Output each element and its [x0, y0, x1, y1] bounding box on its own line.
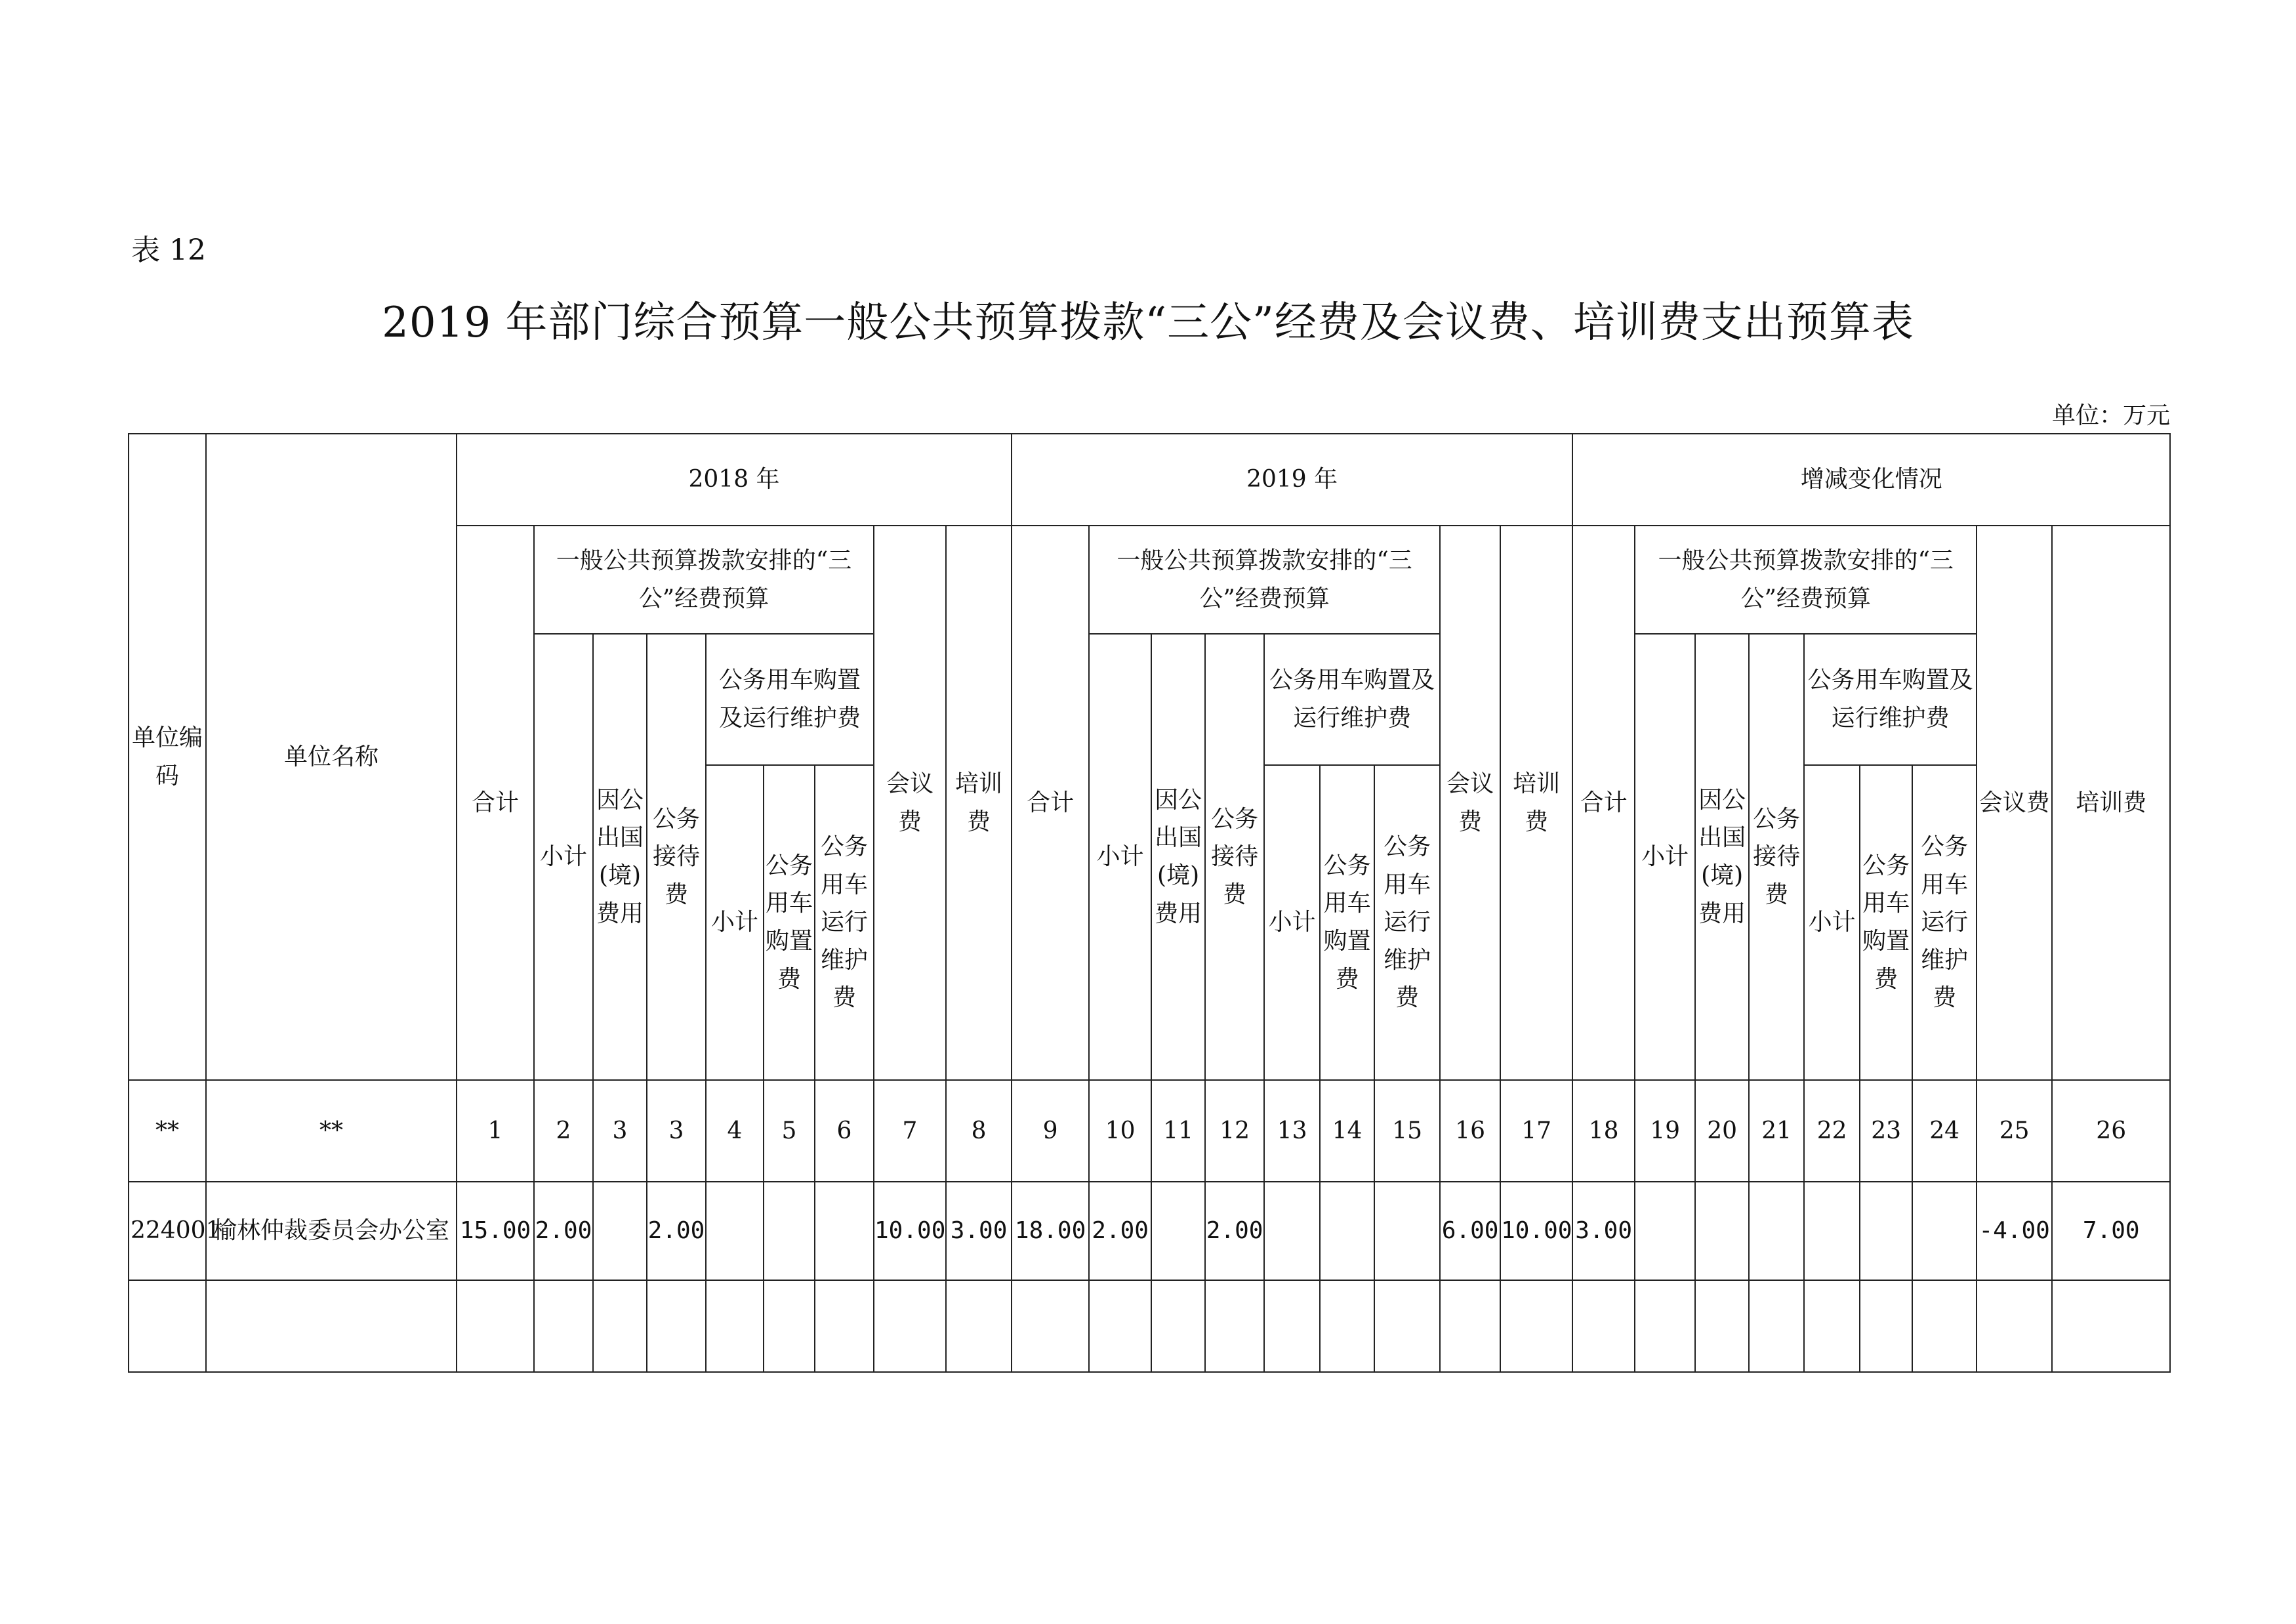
amount-cell — [1320, 1182, 1374, 1280]
unit-code-cell — [129, 1280, 206, 1372]
amount-cell: 10.00 — [1500, 1182, 1572, 1280]
column-index-row — [129, 1080, 2170, 1182]
column-index-cell: 11 — [1151, 1080, 1205, 1182]
column-index-cell: 18 — [1572, 1080, 1635, 1182]
column-index-cell: 3 — [647, 1080, 706, 1182]
amount-cell — [593, 1280, 647, 1372]
document-title: 2019 年部门综合预算一般公共预算拨款“三公”经费及会议费、培训费支出预算表 — [382, 299, 1914, 347]
column-index-cell: 23 — [1860, 1080, 1912, 1182]
amount-cell: 2.00 — [1205, 1182, 1264, 1280]
unit-name-cell: 榆林仲裁委员会办公室 — [206, 1182, 457, 1280]
amount-cell — [2052, 1280, 2170, 1372]
column-index-cell: ** — [206, 1080, 457, 1182]
table-row — [129, 1280, 2170, 1372]
header-2019: 2019 年 — [1012, 434, 1572, 526]
amount-cell — [1012, 1280, 1089, 1372]
header-2018-meeting: 会议费 — [874, 526, 946, 1080]
header-change-meeting: 会议费 — [1977, 526, 2052, 1080]
header-change-abroad: 因公出国(境)费用 — [1695, 634, 1749, 1080]
column-index-cell: 19 — [1635, 1080, 1695, 1182]
amount-cell — [706, 1182, 764, 1280]
amount-cell: 2.00 — [647, 1182, 706, 1280]
header-2018-total: 合计 — [457, 526, 534, 1080]
header-2019-reception: 公务接待费 — [1205, 634, 1264, 1080]
column-index-cell: 22 — [1804, 1080, 1860, 1182]
amount-cell — [764, 1182, 815, 1280]
column-index-cell: 17 — [1500, 1080, 1572, 1182]
amount-cell — [1374, 1182, 1440, 1280]
header-2018: 2018 年 — [457, 434, 1012, 526]
amount-cell: -4.00 — [1977, 1182, 2052, 1280]
column-index-cell: 12 — [1205, 1080, 1264, 1182]
header-row-years — [129, 434, 2170, 526]
column-index-cell: 2 — [534, 1080, 593, 1182]
header-change: 增减变化情况 — [1572, 434, 2170, 526]
header-2019-total: 合计 — [1012, 526, 1089, 1080]
header-change-total: 合计 — [1572, 526, 1635, 1080]
header-change-vehicle-operation: 公务用车运行维护费 — [1912, 765, 1977, 1080]
header-change-vehicle: 公务用车购置及运行维护费 — [1804, 634, 1977, 765]
amount-cell: 18.00 — [1012, 1182, 1089, 1280]
header-unit-name: 单位名称 — [206, 434, 457, 1080]
amount-cell — [946, 1280, 1012, 1372]
header-change-group: 一般公共预算拨款安排的“三公”经费预算 — [1635, 526, 1977, 634]
amount-cell — [1977, 1280, 2052, 1372]
header-unit-code: 单位编码 — [129, 434, 206, 1080]
header-2018-abroad: 因公出国(境)费用 — [593, 634, 647, 1080]
header-2018-subtotal: 小计 — [534, 634, 593, 1080]
budget-table — [128, 433, 2171, 1373]
header-2018-vehicle: 公务用车购置及运行维护费 — [706, 634, 874, 765]
amount-cell — [1912, 1280, 1977, 1372]
amount-cell — [1205, 1280, 1264, 1372]
column-index-cell: 5 — [764, 1080, 815, 1182]
column-index-cell: 9 — [1012, 1080, 1089, 1182]
amount-cell — [1572, 1280, 1635, 1372]
header-2019-training: 培训费 — [1500, 526, 1572, 1080]
column-index-cell: 13 — [1264, 1080, 1320, 1182]
column-index-cell: 24 — [1912, 1080, 1977, 1182]
header-2019-meeting: 会议费 — [1440, 526, 1500, 1080]
column-index-cell: 1 — [457, 1080, 534, 1182]
header-change-reception: 公务接待费 — [1749, 634, 1804, 1080]
header-2018-reception: 公务接待费 — [647, 634, 706, 1080]
column-index-cell: 7 — [874, 1080, 946, 1182]
amount-cell — [593, 1182, 647, 1280]
amount-cell: 6.00 — [1440, 1182, 1500, 1280]
amount-cell — [1749, 1182, 1804, 1280]
amount-cell — [706, 1280, 764, 1372]
amount-cell — [1089, 1280, 1151, 1372]
amount-cell: 2.00 — [1089, 1182, 1151, 1280]
header-2019-vehicle-purchase: 公务用车购置费 — [1320, 765, 1374, 1080]
amount-cell — [1635, 1280, 1695, 1372]
amount-cell — [1320, 1280, 1374, 1372]
amount-cell — [815, 1182, 874, 1280]
header-2019-subtotal: 小计 — [1089, 634, 1151, 1080]
table-number: 表 12 — [131, 234, 206, 267]
amount-cell — [1695, 1182, 1749, 1280]
header-change-vehicle-purchase: 公务用车购置费 — [1860, 765, 1912, 1080]
amount-cell — [647, 1280, 706, 1372]
header-2019-vehicle-subtotal: 小计 — [1264, 765, 1320, 1080]
amount-cell — [874, 1280, 946, 1372]
amount-cell — [1151, 1182, 1205, 1280]
header-2019-abroad: 因公出国(境)费用 — [1151, 634, 1205, 1080]
unit-name-cell — [206, 1280, 457, 1372]
header-2018-vehicle-purchase: 公务用车购置费 — [764, 765, 815, 1080]
amount-cell — [815, 1280, 874, 1372]
header-change-vehicle-subtotal: 小计 — [1804, 765, 1860, 1080]
amount-cell — [1912, 1182, 1977, 1280]
column-index-cell: ** — [129, 1080, 206, 1182]
table-row — [129, 1182, 2170, 1280]
amount-cell: 15.00 — [457, 1182, 534, 1280]
amount-cell — [457, 1280, 534, 1372]
amount-cell — [1804, 1182, 1860, 1280]
header-change-training: 培训费 — [2052, 526, 2170, 1080]
amount-cell — [1749, 1280, 1804, 1372]
column-index-cell: 10 — [1089, 1080, 1151, 1182]
amount-cell: 10.00 — [874, 1182, 946, 1280]
amount-cell — [1264, 1280, 1320, 1372]
amount-cell — [1440, 1280, 1500, 1372]
amount-cell: 3.00 — [946, 1182, 1012, 1280]
amount-cell — [1264, 1182, 1320, 1280]
unit-label: 单位：万元 — [2051, 402, 2170, 429]
amount-cell — [1860, 1182, 1912, 1280]
header-2019-vehicle-operation: 公务用车运行维护费 — [1374, 765, 1440, 1080]
amount-cell — [534, 1280, 593, 1372]
amount-cell — [1695, 1280, 1749, 1372]
unit-code-cell: 224001 — [129, 1182, 206, 1280]
column-index-cell: 15 — [1374, 1080, 1440, 1182]
column-index-cell: 3 — [593, 1080, 647, 1182]
column-index-cell: 6 — [815, 1080, 874, 1182]
header-2018-training: 培训费 — [946, 526, 1012, 1080]
amount-cell — [1500, 1280, 1572, 1372]
column-index-cell: 8 — [946, 1080, 1012, 1182]
amount-cell — [1860, 1280, 1912, 1372]
amount-cell — [1635, 1182, 1695, 1280]
header-2018-group: 一般公共预算拨款安排的“三公”经费预算 — [534, 526, 874, 634]
header-change-subtotal: 小计 — [1635, 634, 1695, 1080]
header-2019-group: 一般公共预算拨款安排的“三公”经费预算 — [1089, 526, 1440, 634]
column-index-cell: 25 — [1977, 1080, 2052, 1182]
column-index-cell: 20 — [1695, 1080, 1749, 1182]
header-2019-vehicle: 公务用车购置及运行维护费 — [1264, 634, 1440, 765]
column-index-cell: 14 — [1320, 1080, 1374, 1182]
header-2018-vehicle-operation: 公务用车运行维护费 — [815, 765, 874, 1080]
amount-cell — [1804, 1280, 1860, 1372]
amount-cell: 2.00 — [534, 1182, 593, 1280]
amount-cell — [764, 1280, 815, 1372]
amount-cell — [1374, 1280, 1440, 1372]
amount-cell: 7.00 — [2052, 1182, 2170, 1280]
amount-cell — [1151, 1280, 1205, 1372]
column-index-cell: 26 — [2052, 1080, 2170, 1182]
amount-cell: 3.00 — [1572, 1182, 1635, 1280]
column-index-cell: 16 — [1440, 1080, 1500, 1182]
column-index-cell: 21 — [1749, 1080, 1804, 1182]
header-2018-vehicle-subtotal: 小计 — [706, 765, 764, 1080]
column-index-cell: 4 — [706, 1080, 764, 1182]
